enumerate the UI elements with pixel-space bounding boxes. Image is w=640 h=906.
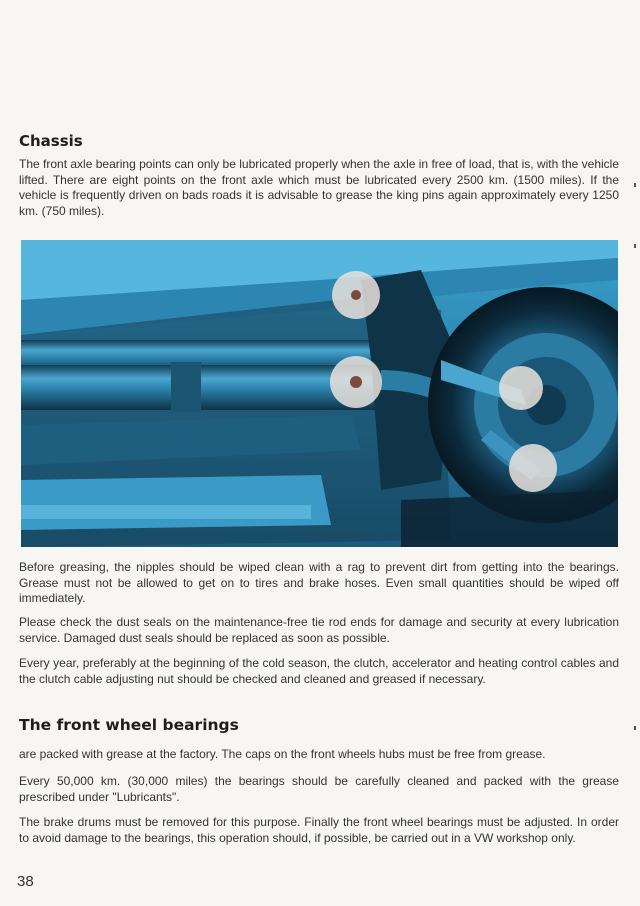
margin-mark xyxy=(634,244,636,248)
paragraph-brake-drums: The brake drums must be removed for this purpose. Finally the front wheel bearings must be adjusted. In order to avoid damage to the bearings, this operation should, if possible, be carried out in a VW workshop only. xyxy=(19,815,619,845)
paragraph-packed-grease: are packed with grease at the factory. The caps on the front wheels hubs must be free from grease. xyxy=(19,747,546,761)
margin-mark xyxy=(634,726,636,730)
margin-mark xyxy=(634,183,636,187)
page-number: 38 xyxy=(17,873,34,890)
paragraph-dust-seals: Please check the dust seals on the maintenance-free tie rod ends for damage and security at every lubrication service. Damaged dust seals should be replaced as soon as possible. xyxy=(19,615,619,645)
section-heading-front-wheel-bearings: The front wheel bearings xyxy=(19,716,239,734)
paragraph-cables: Every year, preferably at the beginning of the cold season, the clutch, accelerator and heating control cables and the clutch cable adjusting nut should be checked and cleaned and greased if necessary. xyxy=(19,656,619,686)
paragraph-every-50000: Every 50,000 km. (30,000 miles) the bearings should be carefully cleaned and packed with the grease prescribed under "Lubricants". xyxy=(19,774,619,804)
underside-front-axle-photo xyxy=(21,240,618,547)
chassis-paragraph: The front axle bearing points can only be lubricated properly when the axle in free of load, that is, with the vehicle lifted. There are eight points on the front axle which must be lubricated every 2500 km. (1500 miles). If the vehicle is frequently driven on bads roads it is advisable to grease the king pins again approximately every 1250 km. (750 miles). xyxy=(19,157,619,218)
section-heading-chassis: Chassis xyxy=(19,132,83,150)
paragraph-greasing: Before greasing, the nipples should be wiped clean with a rag to prevent dirt from getting into the bearings. Grease must not be allowed to get on to tires and brake hoses. Even small quantities should be wiped off immediately. xyxy=(19,560,619,605)
